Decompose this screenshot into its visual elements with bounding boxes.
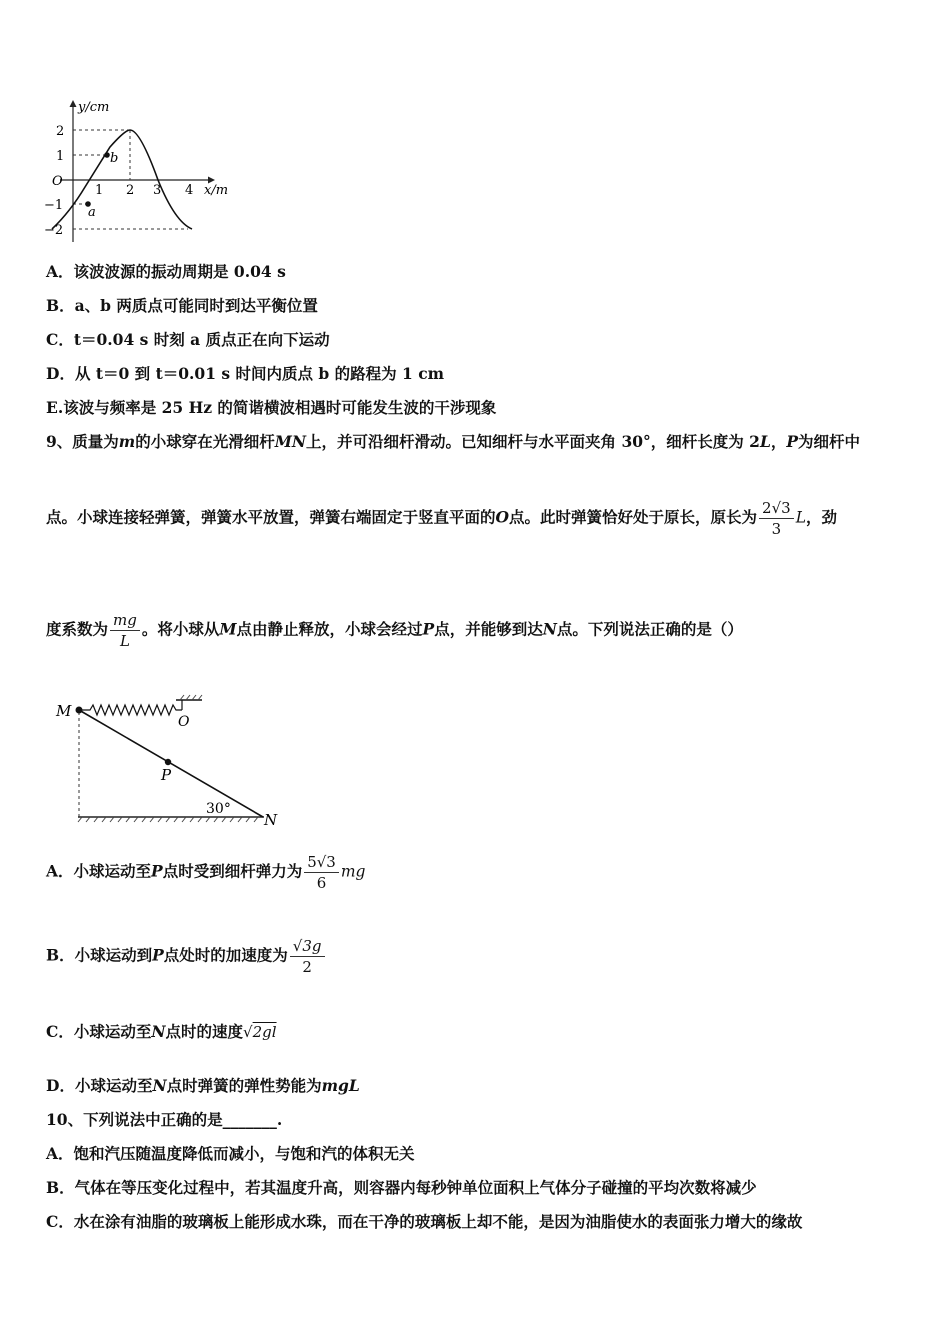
q9-stem-line3: 度系数为 $\frac{mg}{L}$ 。将小球从M点由静止释放，小球会经过P点，并能够到达N点。下列说法正确的是（）	[46, 611, 743, 650]
incline-diagram	[50, 690, 290, 835]
q10-option-c: C．水在涂有油脂的玻璃板上能形成水珠，而在干净的玻璃板上却不能，是因为油脂使水的表面张力增大的缘故	[46, 1212, 803, 1231]
x-tick-1: 1	[95, 183, 104, 198]
spring-length-fraction: $\frac{2√3}{3}$	[759, 498, 794, 539]
origin-label: O	[52, 174, 63, 189]
wave-graph	[40, 92, 250, 252]
rod-mn	[79, 710, 263, 817]
label-p: P	[161, 766, 172, 784]
point-a-label: a	[88, 205, 96, 220]
spring	[79, 705, 182, 715]
y-tick-1: 1	[56, 149, 65, 164]
x-axis-label: x/m	[204, 183, 229, 198]
q9-option-a: A．小球运动至P点时受到细杆弹力为 $\frac{5√3}{6}$ mg	[46, 853, 366, 892]
q10-option-a: A．饱和汽压随温度降低而减小，与饱和汽的体积无关	[46, 1144, 415, 1163]
y-tick-neg1: −1	[44, 198, 64, 213]
x-tick-4: 4	[185, 183, 194, 198]
q8-option-e: E.该波与频率是 25 Hz 的简谐横波相遇时可能发生波的干涉现象	[46, 398, 497, 417]
q8-option-d: D．从 t＝0 到 t＝0.01 s 时间内质点 b 的路程为 1 cm	[46, 364, 445, 383]
q9-stem-line2: 点。小球连接轻弹簧，弹簧水平放置，弹簧右端固定于竖直平面的O点。此时弹簧恰好处于原长，原长为 $\frac{2√3}{3}$ L，劲	[46, 499, 838, 538]
q8-option-b: B．a、b 两质点可能同时到达平衡位置	[46, 296, 318, 315]
point-b-marker	[104, 152, 110, 158]
x-tick-2: 2	[126, 183, 135, 198]
y-tick-neg2: −2	[44, 223, 64, 238]
q9-option-b: B．小球运动到P点处时的加速度为 $\frac{√3g}{2}$	[46, 936, 327, 977]
q8-option-a: A．该波波源的振动周期是 0.04 s	[46, 262, 286, 281]
q10-option-b: B．气体在等压变化过程中，若其温度升高，则容器内每秒钟单位面积上气体分子碰撞的平均次数将减少	[46, 1178, 757, 1197]
label-m: M	[56, 702, 72, 720]
q9-option-c: C．小球运动至N点时的速度√2gl	[46, 1022, 277, 1041]
label-n: N	[264, 811, 278, 829]
ball-m	[76, 707, 83, 714]
x-tick-3: 3	[153, 183, 162, 198]
q9-option-d: D．小球运动至N点时弹簧的弹性势能为mgL	[46, 1076, 360, 1095]
q10-stem: 10、下列说法中正确的是_______.	[46, 1110, 283, 1129]
y-tick-2: 2	[56, 124, 65, 139]
point-b-label: b	[110, 151, 119, 166]
y-axis-label: y/cm	[78, 100, 110, 115]
q9-stem-line1: 9、质量为m的小球穿在光滑细杆MN上，并可沿细杆滑动。已知细杆与水平面夹角 30°，细杆长度为 2L，P为细杆中	[46, 432, 861, 451]
q8-option-c: C．t＝0.04 s 时刻 a 质点正在向下运动	[46, 330, 330, 349]
stiffness-fraction: $\frac{mg}{L}$	[110, 610, 140, 651]
angle-label: 30°	[206, 801, 231, 817]
label-o: O	[178, 714, 190, 730]
point-p-marker	[165, 759, 171, 765]
